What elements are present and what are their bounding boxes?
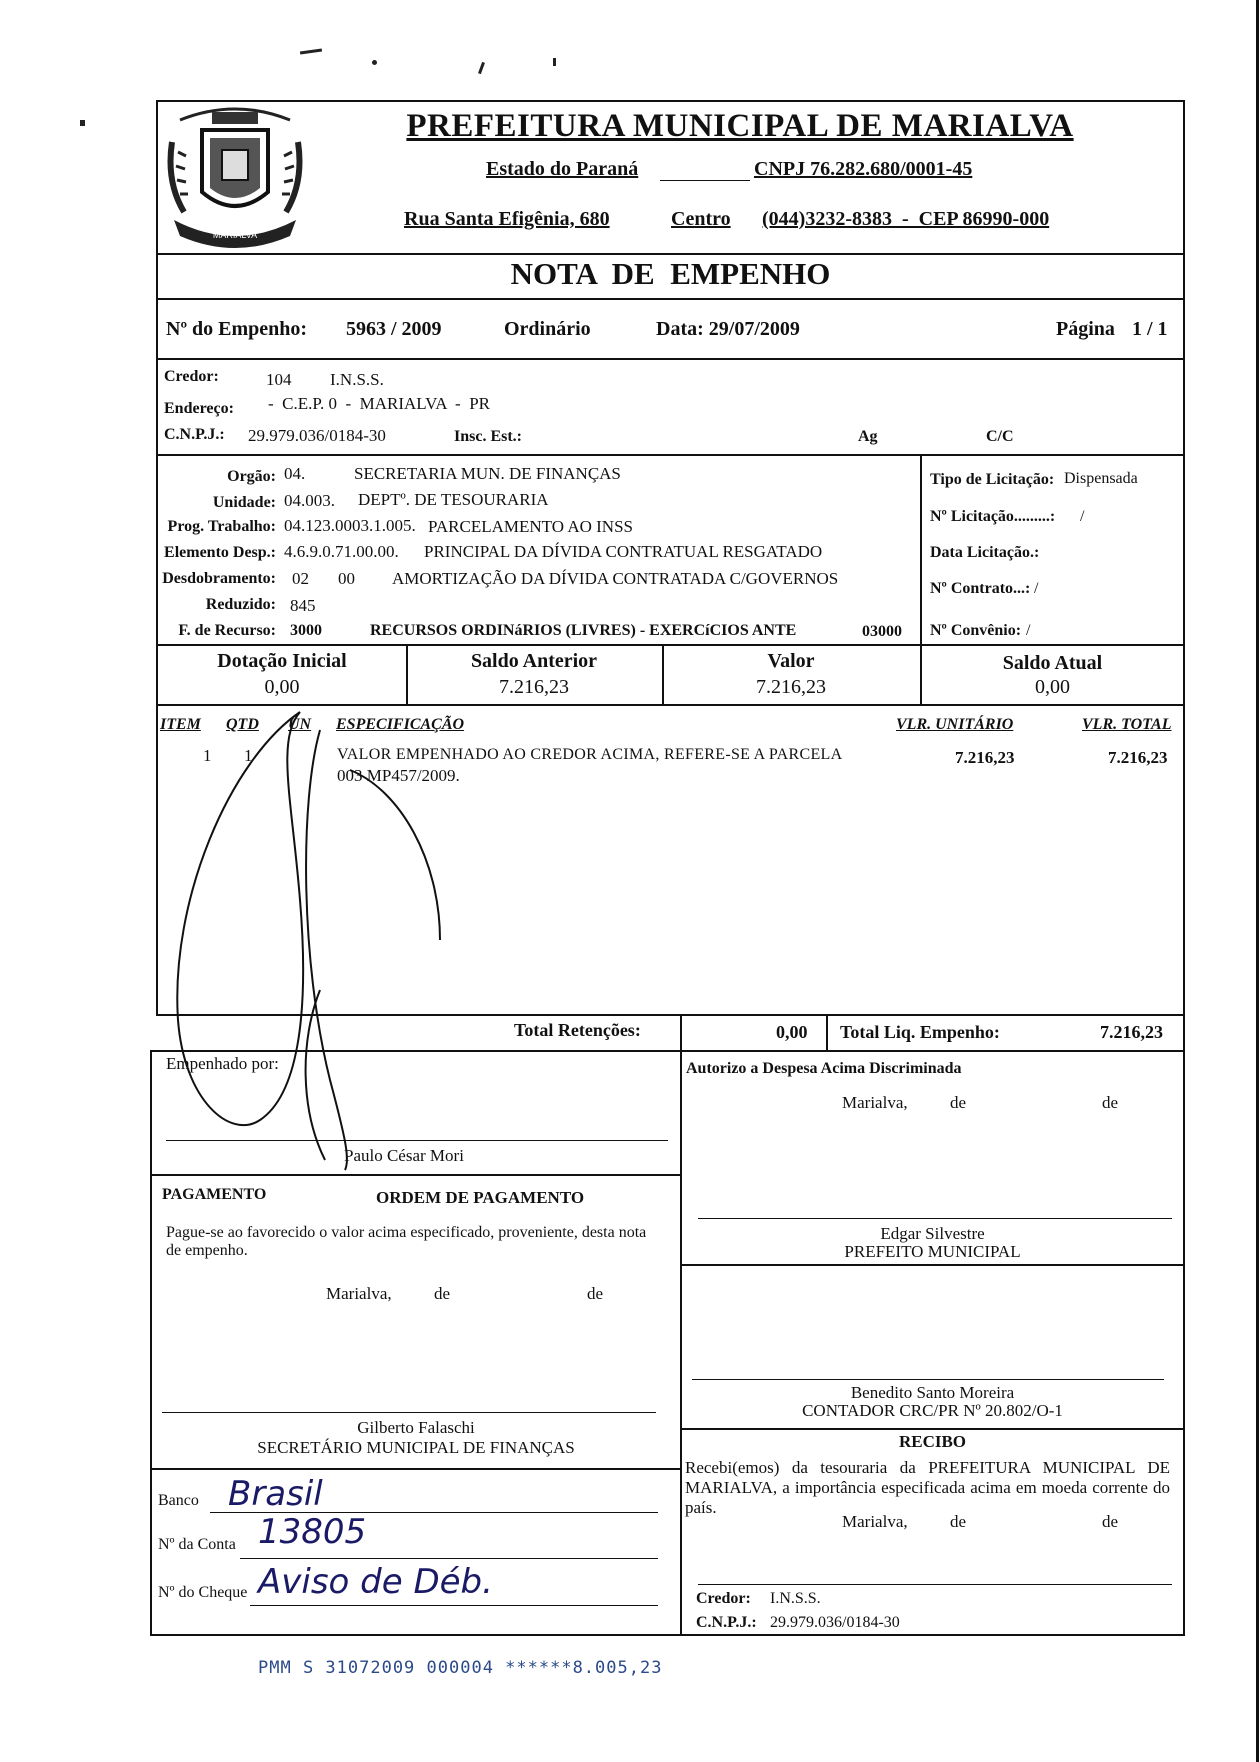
convenio-label: Nº Convênio: xyxy=(930,622,1022,639)
item-row-espec-line1: VALOR EMPENHADO AO CREDOR ACIMA, REFERE-SE A PARCELA xyxy=(337,746,843,763)
orgao-code: 04. xyxy=(284,464,306,483)
items-header-vlr-unitario: VLR. UNITÁRIO xyxy=(896,716,1014,733)
numero-licitacao-label: Nº Licitação.........: xyxy=(930,508,1056,525)
cnpj-label: CNPJ 76.282.680/0001-45 xyxy=(754,158,973,180)
ordem-pagamento-label: ORDEM DE PAGAMENTO xyxy=(376,1188,585,1207)
empenho-type: Ordinário xyxy=(504,318,591,340)
tipo-licitacao-label: Tipo de Licitação: xyxy=(930,471,1055,488)
recurso-code: 3000 xyxy=(290,622,322,639)
items-header-item: ITEM xyxy=(160,716,201,733)
pagamento-text: Pague-se ao favorecido o valor acima especificado, proveniente, desta nota de empenho. xyxy=(166,1224,647,1259)
credor-name: I.N.S.S. xyxy=(330,370,384,389)
numero-licitacao-value: / xyxy=(1080,508,1085,525)
recurso-name: RECURSOS ORDINáRIOS (LIVRES) - EXERCíCIOS ANTE xyxy=(370,622,797,639)
contador-role: CONTADOR CRC/PR Nº 20.802/O-1 xyxy=(802,1401,1063,1420)
desdobramento-code1: 02 xyxy=(292,569,309,588)
saldo-anterior-value: 7.216,23 xyxy=(499,676,569,698)
unidade-label: Unidade: xyxy=(212,494,276,511)
dotacao-inicial-value: 0,00 xyxy=(264,676,300,698)
saldo-atual-label: Saldo Atual xyxy=(1002,652,1103,674)
pagamento-city: Marialva, xyxy=(326,1284,392,1303)
conta-value-handwritten: 13805 xyxy=(258,1512,367,1552)
recibo-cnpj-value: 29.979.036/0184-30 xyxy=(770,1614,900,1631)
saldo-atual-value: 0,00 xyxy=(1035,676,1070,698)
tipo-licitacao-value: Dispensada xyxy=(1064,470,1138,487)
bank-stamp: PMM S 31072009 000004 ******8.005,23 xyxy=(258,1658,663,1678)
pagamento-de2: de xyxy=(587,1284,604,1303)
valor-value: 7.216,23 xyxy=(756,676,826,698)
recibo-credor-value: I.N.S.S. xyxy=(770,1590,821,1607)
unidade-code: 04.003. xyxy=(284,491,335,510)
autorizacao-label: Autorizo a Despesa Acima Discriminada xyxy=(686,1060,962,1077)
recibo-credor-label: Credor: xyxy=(696,1590,751,1607)
prefeito-role: PREFEITO MUNICIPAL xyxy=(844,1242,1021,1261)
recibo-de2: de xyxy=(1102,1512,1119,1531)
item-row-item: 1 xyxy=(203,746,212,765)
recibo-city: Marialva, xyxy=(842,1512,908,1531)
credor-cnpj-label: C.N.P.J.: xyxy=(164,426,225,443)
page-number: 1 / 1 xyxy=(1132,318,1168,340)
autorizacao-de1: de xyxy=(950,1093,967,1112)
orgao-label: Orgão: xyxy=(227,468,276,485)
item-row-vlr-total: 7.216,23 xyxy=(1108,748,1168,767)
cheque-label: Nº do Cheque xyxy=(158,1584,248,1601)
secretario-signer: Gilberto Falaschi xyxy=(357,1418,475,1437)
elemento-code: 4.6.9.0.71.00.00. xyxy=(284,542,399,561)
logo-ribbon-text: MARIALVA xyxy=(212,230,258,240)
reduzido-label: Reduzido: xyxy=(205,596,276,613)
desdobramento-label: Desdobramento: xyxy=(162,570,276,587)
conta-label: Nº da Conta xyxy=(158,1536,236,1553)
saldo-anterior-label: Saldo Anterior xyxy=(470,650,598,672)
data-licitacao-label: Data Licitação.: xyxy=(930,544,1040,561)
pagamento-de1: de xyxy=(434,1284,451,1303)
recibo-text: Recebi(emos) da tesouraria da PREFEITURA MUNICIPAL DE MARIALVA, a importância especificada acima em moeda corrente do país. xyxy=(685,1458,1170,1517)
recibo-de1: de xyxy=(950,1512,967,1531)
items-header-vlr-total: VLR. TOTAL xyxy=(1082,716,1172,733)
item-row-espec-line2: 003 MP457/2009. xyxy=(337,766,460,785)
items-header-especificacao: ESPECIFICAÇÃO xyxy=(336,716,465,733)
item-row-qtd: 1 xyxy=(244,746,253,765)
prog-trabalho-code: 04.123.0003.1.005. xyxy=(284,516,416,535)
recurso-code2: 03000 xyxy=(862,623,902,640)
elemento-name: PRINCIPAL DA DÍVIDA CONTRATUAL RESGATADO xyxy=(424,542,823,561)
empenho-date: Data: 29/07/2009 xyxy=(656,318,800,340)
contador-signer: Benedito Santo Moreira xyxy=(850,1383,1015,1402)
banco-value-handwritten: Brasil xyxy=(228,1474,323,1514)
banco-label: Banco xyxy=(158,1492,199,1509)
valor-label: Valor xyxy=(767,650,815,672)
retencoes-value: 0,00 xyxy=(776,1022,808,1042)
convenio-value: / xyxy=(1026,622,1031,639)
insc-est-label: Insc. Est.: xyxy=(454,428,523,445)
credor-address: - C.E.P. 0 - MARIALVA - PR xyxy=(268,394,490,413)
ag-label: Ag xyxy=(858,428,878,445)
recibo-label: RECIBO xyxy=(898,1432,967,1451)
empenhado-label: Empenhado por: xyxy=(166,1054,279,1073)
reduzido-value: 845 xyxy=(290,596,316,615)
desdobramento-name: AMORTIZAÇÃO DA DÍVIDA CONTRATADA C/GOVERNOS xyxy=(392,569,839,588)
prog-trabalho-name: PARCELAMENTO AO INSS xyxy=(428,517,633,536)
credor-cnpj: 29.979.036/0184-30 xyxy=(248,426,386,445)
doc-title: NOTA DE EMPENHO xyxy=(510,256,831,291)
address-label: Rua Santa Efigênia, 680 xyxy=(404,208,610,230)
cheque-value-handwritten: Aviso de Déb. xyxy=(258,1562,493,1602)
autorizacao-de2: de xyxy=(1102,1093,1119,1112)
dotacao-inicial-label: Dotação Inicial xyxy=(217,650,347,672)
empenho-number: 5963 / 2009 xyxy=(346,318,442,340)
page-label: Página xyxy=(1056,318,1115,340)
empenho-number-label: Nº do Empenho: xyxy=(166,318,308,340)
endereco-label: Endereço: xyxy=(164,400,234,417)
district-label: Centro xyxy=(671,208,731,230)
unidade-name: DEPTº. DE TESOURARIA xyxy=(358,490,549,509)
elemento-label: Elemento Desp.: xyxy=(164,544,276,561)
phone-cep-label: (044)3232-8383 - CEP 86990-000 xyxy=(762,208,1050,230)
pagamento-label: PAGAMENTO xyxy=(162,1186,267,1203)
secretario-role: SECRETÁRIO MUNICIPAL DE FINANÇAS xyxy=(257,1438,575,1457)
contrato-label: Nº Contrato...: xyxy=(930,580,1031,597)
cc-label: C/C xyxy=(986,428,1014,445)
empenhado-signer: Paulo César Mori xyxy=(344,1146,464,1165)
credor-label: Credor: xyxy=(164,368,219,385)
recurso-label: F. de Recurso: xyxy=(178,622,276,639)
items-header-un: UN xyxy=(288,716,312,733)
contrato-value: / xyxy=(1034,580,1039,597)
autorizacao-city: Marialva, xyxy=(842,1093,908,1112)
prog-trabalho-label: Prog. Trabalho: xyxy=(167,518,276,535)
prefeitura-title: PREFEITURA MUNICIPAL DE MARIALVA xyxy=(406,108,1074,144)
prefeito-signer: Edgar Silvestre xyxy=(880,1224,985,1243)
liquido-value: 7.216,23 xyxy=(1100,1022,1163,1042)
recibo-cnpj-label: C.N.P.J.: xyxy=(696,1614,757,1631)
state-label: Estado do Paraná xyxy=(486,158,639,180)
desdobramento-code2: 00 xyxy=(338,569,355,588)
items-header-qtd: QTD xyxy=(226,716,259,733)
item-row-vlr-unitario: 7.216,23 xyxy=(955,748,1015,767)
orgao-name: SECRETARIA MUN. DE FINANÇAS xyxy=(354,464,621,483)
retencoes-label: Total Retenções: xyxy=(514,1020,641,1040)
credor-code: 104 xyxy=(266,370,292,389)
liquido-label: Total Liq. Empenho: xyxy=(840,1022,1000,1042)
